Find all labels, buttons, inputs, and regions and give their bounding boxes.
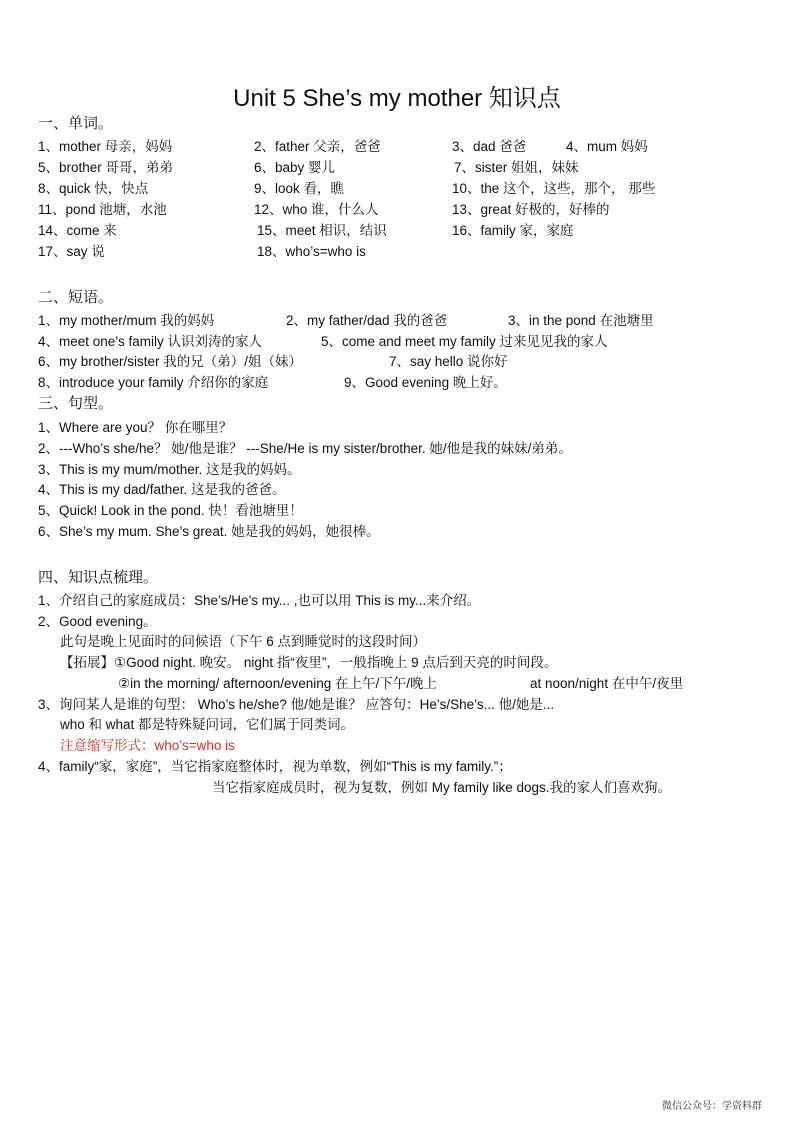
word-item: 17、say 说 xyxy=(38,244,105,259)
sentence-item: 6、She’s my mum. She’s great. 她是我的妈妈，她很棒。 xyxy=(38,524,380,539)
sentence-item: 3、This is my mum/mother. 这是我的妈妈。 xyxy=(38,462,301,477)
word-item: 9、look 看，瞧 xyxy=(254,181,345,196)
word-item: 8、quick 快，快点 xyxy=(38,181,149,196)
word-item: 2、father 父亲，爸爸 xyxy=(254,139,381,154)
phrase-item: 2、my father/dad 我的爸爸 xyxy=(286,313,448,328)
point-line: ②in the morning/ afternoon/evening 在上午/下午/晚上 xyxy=(118,676,437,691)
word-item: 6、baby 婴儿 xyxy=(254,160,336,175)
point-line: 【拓展】①Good night. 晚安。 night 指“夜里”，一般指晚上 9 点后到天亮的时间段。 xyxy=(60,655,558,670)
point-line: 此句是晚上见面时的问候语（下午 6 点到睡觉时的这段时间） xyxy=(60,634,427,649)
phrase-item: 4、meet one’s family 认识刘涛的家人 xyxy=(38,334,263,349)
word-item: 1、mother 母亲，妈妈 xyxy=(38,139,173,154)
point-line: 4、family“家，家庭”，当它指家庭整体时，视为单数，例如“This is my family.”； xyxy=(38,759,512,774)
sentence-item: 5、Quick! Look in the pond. 快！看池塘里！ xyxy=(38,503,303,518)
word-item: 15、meet 相识，结识 xyxy=(257,223,387,238)
phrase-item: 8、introduce your family 介绍你的家庭 xyxy=(38,375,269,390)
word-item: 16、family 家，家庭 xyxy=(452,223,574,238)
section-heading-phrases: 二、短语。 xyxy=(38,288,114,306)
phrase-item: 9、Good evening 晚上好。 xyxy=(344,375,507,390)
word-item: 5、brother 哥哥，弟弟 xyxy=(38,160,174,175)
footer-watermark: 微信公众号：学资料群 xyxy=(662,1101,762,1112)
point-line: who 和 what 都是特殊疑问词，它们属于同类词。 xyxy=(60,717,355,732)
phrase-item: 7、say hello 说你好 xyxy=(389,354,508,369)
word-item: 13、great 好极的，好棒的 xyxy=(452,202,610,217)
word-item: 12、who 谁，什么人 xyxy=(254,202,379,217)
word-item: 3、dad 爸爸 xyxy=(452,139,527,154)
sentence-item: 1、Where are you？ 你在哪里？ xyxy=(38,420,233,435)
phrase-item: 5、come and meet my family 过来见见我的家人 xyxy=(321,334,608,349)
note-line: 注意缩写形式：who’s=who is xyxy=(60,738,235,753)
section-heading-sentences: 三、句型。 xyxy=(38,394,114,412)
phrase-item: 1、my mother/mum 我的妈妈 xyxy=(38,313,215,328)
point-line: 2、Good evening。 xyxy=(38,614,157,629)
section-heading-words: 一、单词。 xyxy=(38,114,114,132)
word-item: 11、pond 池塘，水池 xyxy=(38,202,167,217)
word-item: 10、the 这个，这些，那个， 那些 xyxy=(452,181,656,196)
word-item: 7、sister 姐姐，妹妹 xyxy=(454,160,579,175)
sentence-item: 4、This is my dad/father. 这是我的爸爸。 xyxy=(38,482,286,497)
point-line: at noon/night 在中午/夜里 xyxy=(530,676,684,691)
phrase-item: 3、in the pond 在池塘里 xyxy=(508,313,654,328)
phrase-item: 6、my brother/sister 我的兄（弟）/姐（妹） xyxy=(38,354,303,369)
point-line: 1、介绍自己的家庭成员：She’s/He’s my... ,也可以用 This is my...来介绍。 xyxy=(38,593,481,608)
page-title: Unit 5 She’s my mother 知识点 xyxy=(233,85,561,112)
sentence-item: 2、---Who’s she/he？ 她/他是谁？ ---She/He is my sister/brother. 她/他是我的妹妹/弟弟。 xyxy=(38,441,572,456)
point-line: 当它指家庭成员时，视为复数，例如 My family like dogs.我的家人们喜欢狗。 xyxy=(212,780,672,795)
word-item: 4、mum 妈妈 xyxy=(566,139,648,154)
word-item: 14、come 来 xyxy=(38,223,117,238)
section-heading-points: 四、知识点梳理。 xyxy=(38,568,159,586)
word-item: 18、who’s=who is xyxy=(257,244,366,259)
point-line: 3、询问某人是谁的句型： Who’s he/she? 他/她是谁？ 应答句：He’s/She’s... 他/她是... xyxy=(38,697,555,712)
